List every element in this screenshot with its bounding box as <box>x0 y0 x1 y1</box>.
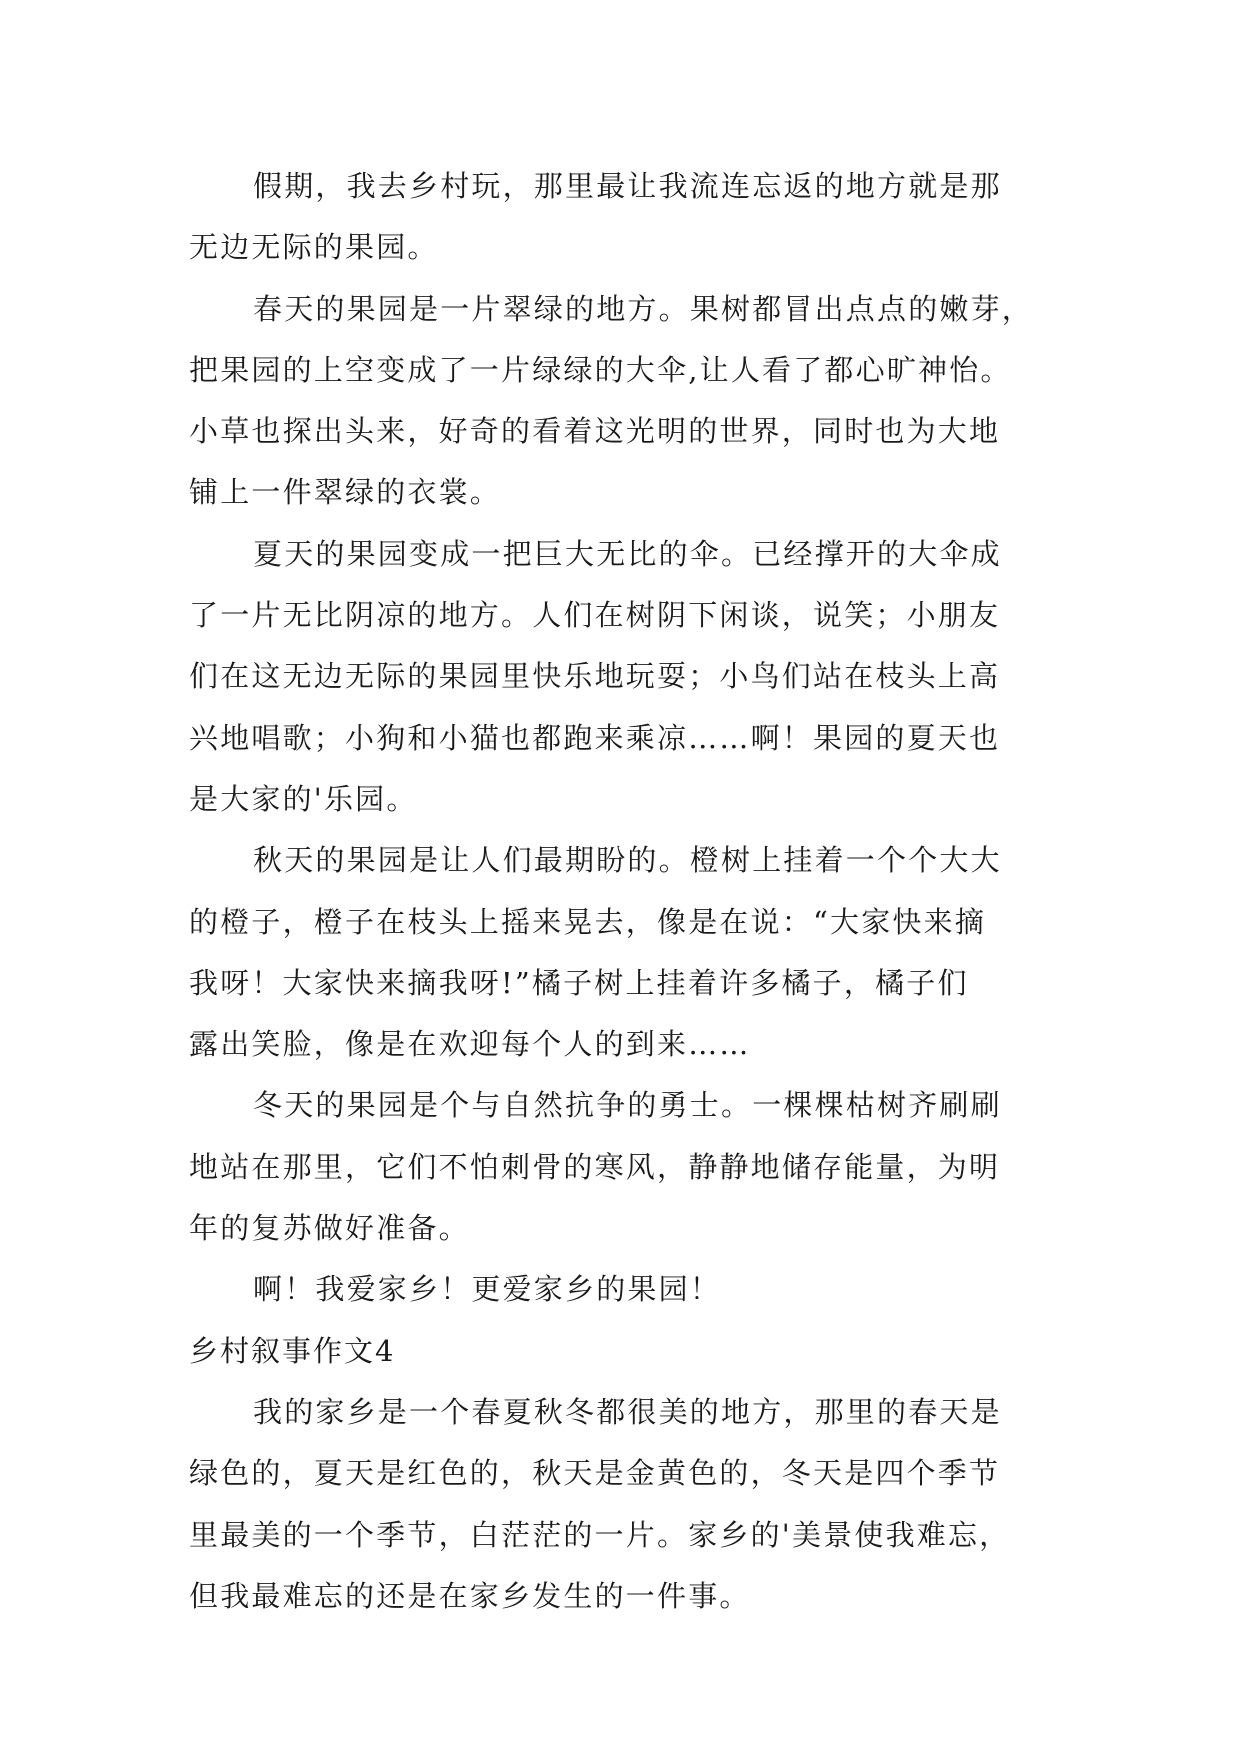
paragraph-line: 里最美的一个季节，白茫茫的一片。家乡的'美景使我难忘， <box>189 1517 1011 1552</box>
paragraph-line: 我呀！大家快来摘我呀!”橘子树上挂着许多橘子，橘子们 <box>189 965 969 1000</box>
paragraph-line: 啊！我爱家乡！更爱家乡的果园！ <box>253 1272 722 1307</box>
essay-body <box>189 156 1059 1627</box>
paragraph-line: 了一片无比阴凉的地方。人们在树阴下闲谈，说笑；小朋友 <box>189 598 1001 633</box>
paragraph-line: 夏天的果园变成一把巨大无比的伞。已经撑开的大伞成 <box>253 536 1002 571</box>
section-heading: 乡村叙事作文4 <box>189 1333 396 1368</box>
paragraph-line: 绿色的，夏天是红色的，秋天是金黄色的，冬天是四个季节 <box>189 1456 1001 1491</box>
paragraph-line: 们在这无边无际的果园里快乐地玩耍；小鸟们站在枝头上高 <box>189 659 1001 694</box>
paragraph-line: 是大家的'乐园。 <box>189 781 418 816</box>
paragraph-line: 我的家乡是一个春夏秋冬都很美的地方，那里的春天是 <box>253 1394 1002 1429</box>
paragraph-line: 地站在那里，它们不怕刺骨的寒风，静静地储存能量，为明 <box>189 1149 1001 1184</box>
paragraph-line: 兴地唱歌；小狗和小猫也都跑来乘凉……啊！果园的夏天也 <box>189 720 1001 755</box>
paragraph-line: 小草也探出头来，好奇的看着这光明的世界，同时也为大地 <box>189 414 1001 449</box>
paragraph-line: 把果园的上空变成了一片绿绿的大伞,让人看了都心旷神怡。 <box>189 352 1012 387</box>
paragraph-line: 露出笑脸，像是在欢迎每个人的到来…… <box>189 1027 751 1062</box>
paragraph-line: 但我最难忘的还是在家乡发生的一件事。 <box>189 1578 751 1613</box>
paragraph-line: 年的复苏做好准备。 <box>189 1211 470 1246</box>
paragraph-line: 的橙子，橙子在枝头上摇来晃去，像是在说：“大家快来摘 <box>189 904 987 939</box>
paragraph-line: 春天的果园是一片翠绿的地方。果树都冒出点点的嫩芽， <box>253 291 1034 326</box>
paragraph-line: 秋天的果园是让人们最期盼的。橙树上挂着一个个大大 <box>253 843 1002 878</box>
paragraph-line: 铺上一件翠绿的衣裳。 <box>189 475 502 510</box>
paragraph-line: 冬天的果园是个与自然抗争的勇士。一棵棵枯树齐刷刷 <box>253 1088 1002 1123</box>
paragraph-line: 无边无际的果园。 <box>189 230 439 265</box>
paragraph-line: 假期，我去乡村玩，那里最让我流连忘返的地方就是那 <box>253 169 1002 203</box>
